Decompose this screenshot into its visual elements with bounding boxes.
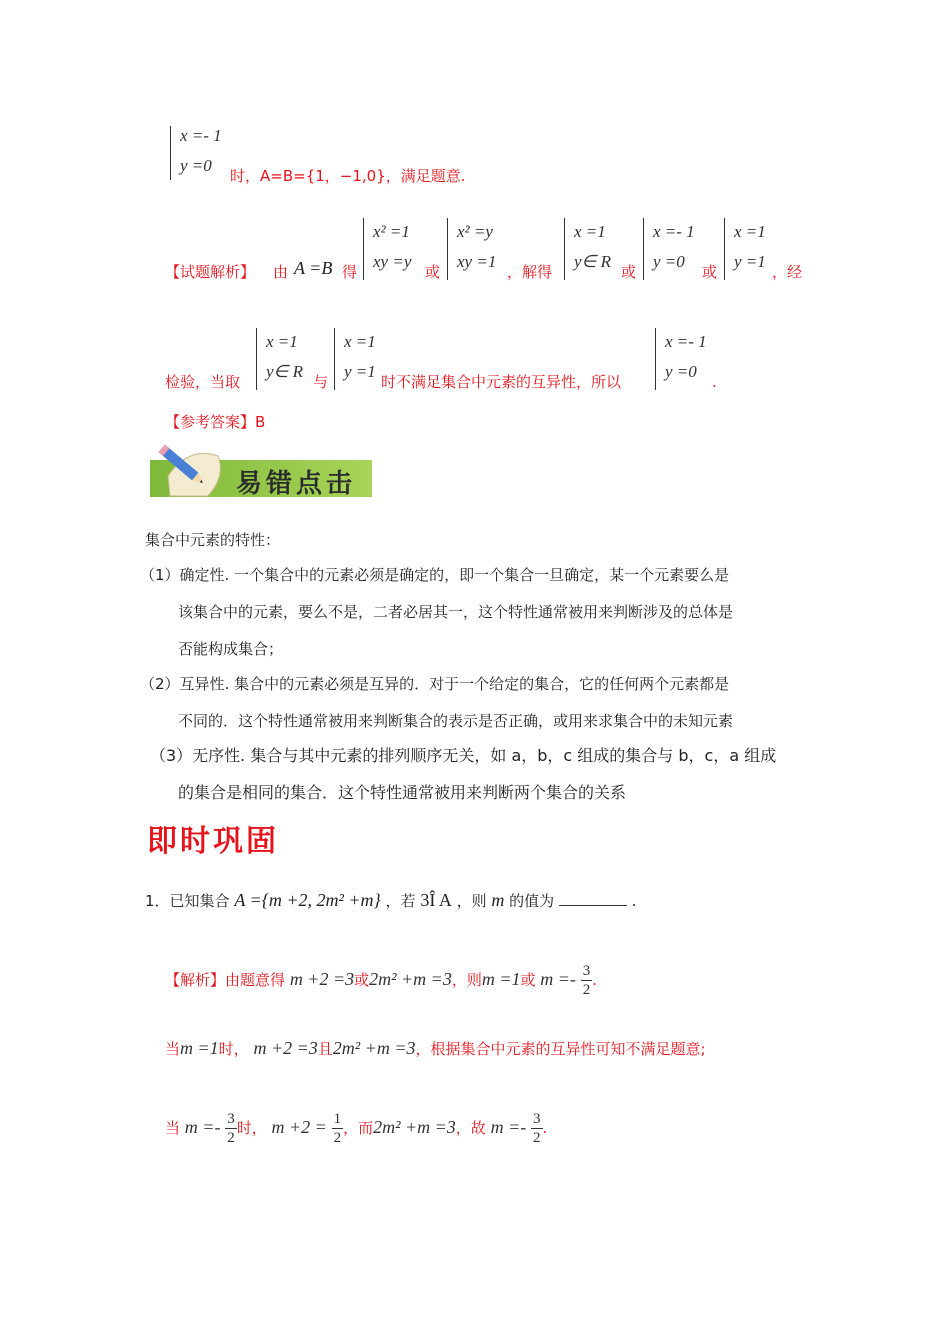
- l2-tail: ，根据集合中元素的互异性可知不满足题意;: [415, 1040, 706, 1058]
- system-h: [655, 328, 719, 390]
- fraction-3-2: [225, 1110, 237, 1147]
- props-intro: 集合中元素的特性：: [145, 531, 281, 549]
- analysis-label: 【试题解析】: [165, 263, 256, 281]
- system-row: y =0: [180, 156, 212, 175]
- system-row: x² =y: [457, 222, 493, 241]
- jing-text: ，经: [772, 263, 803, 281]
- l2-e3: 2m² +m =3: [332, 1038, 416, 1058]
- l3-e1: m =-: [184, 1117, 221, 1137]
- check-text: 检验，当取: [165, 373, 241, 391]
- q1-set: A ={m +2, 2m² +m}: [234, 890, 381, 910]
- system-row: y =1: [734, 252, 766, 271]
- frac-den: 2: [533, 1130, 541, 1146]
- yu-text: 与: [313, 373, 329, 391]
- system-row: y =0: [665, 362, 697, 381]
- prop3-line2: 的集合是相同的集合．这个特性通常被用来判断两个集合的关系: [178, 783, 627, 802]
- sol-or2: 或: [520, 971, 536, 989]
- l3-e3: 2m² +m =3: [373, 1117, 456, 1137]
- solve-text: ，解得: [507, 263, 553, 281]
- l3-er: ，而: [343, 1119, 374, 1137]
- q1-ask: 的值为: [509, 892, 555, 910]
- l3-e4: m =-: [490, 1117, 527, 1137]
- system-row: xy =y: [373, 252, 412, 271]
- system-c: [564, 218, 624, 280]
- mid-text: 时不满足集合中元素的互异性，所以: [381, 373, 622, 391]
- system-row: x² =1: [373, 222, 410, 241]
- system-row: y∈ R: [266, 362, 303, 381]
- l3-dot: .: [542, 1119, 548, 1137]
- prop2-line1: （2）互异性. 集合中的元素必须是互异的．对于一个给定的集合，它的任何两个元素都是: [140, 675, 730, 693]
- sol-t1: 由题意得: [225, 971, 286, 989]
- cond-a-eq-b: A =B: [294, 258, 333, 278]
- section-title-consolidate: 即时巩固: [147, 824, 279, 859]
- system-row: y∈ R: [574, 252, 611, 271]
- system-row: x =1: [344, 332, 376, 351]
- frac-den: 2: [582, 982, 591, 998]
- or-text: 或: [621, 263, 637, 281]
- system-row: x =- 1: [665, 332, 707, 351]
- fraction-3-2: [581, 962, 593, 999]
- system-row: x =1: [266, 332, 298, 351]
- l3-shi: 时，: [236, 1119, 267, 1137]
- system-row: xy =1: [457, 252, 497, 271]
- sol-e4: m =-: [540, 969, 576, 989]
- sol-label: 【解析】: [165, 971, 226, 989]
- solution-line-3: [165, 1110, 547, 1147]
- answer-blank[interactable]: [559, 891, 627, 906]
- l2-e1: m =1: [180, 1038, 219, 1058]
- q1-if: ，若: [385, 892, 416, 910]
- prop2-line2: 不同的．这个特性通常被用来判断集合的表示是否正确，或用来求集合中的未知元素: [178, 712, 734, 730]
- sol-e2: 2m² +m =3: [369, 969, 452, 989]
- l3-e2: m +2 =: [271, 1117, 327, 1137]
- solution-line-1: [165, 962, 597, 999]
- fraction-3-2: [531, 1110, 543, 1147]
- prop1-line1: （1）确定性. 一个集合中的元素必须是确定的，即一个集合一旦确定，某一个元素要么是: [140, 566, 730, 584]
- q1-then: ，则: [456, 892, 487, 910]
- system-row: y =0: [653, 252, 685, 271]
- pencil-icon: [148, 436, 238, 502]
- l3-dang: 当: [165, 1119, 181, 1137]
- frac-num: 3: [533, 1111, 541, 1127]
- sol-dot: .: [592, 971, 597, 989]
- system-row: x =- 1: [180, 126, 222, 145]
- system-a: [363, 218, 423, 280]
- system-d: [643, 218, 707, 280]
- system-row: y =1: [344, 362, 376, 381]
- system-b: [447, 218, 507, 280]
- sol-e3: m =1: [481, 969, 521, 989]
- de-text: 得: [342, 263, 358, 281]
- frac-num: 1: [333, 1111, 342, 1127]
- sol-then: ，则: [451, 971, 482, 989]
- l2-qie: 且: [317, 1040, 333, 1058]
- frac-num: 3: [227, 1111, 235, 1127]
- prop1-line2: 该集合中的元素，要么不是，二者必居其一，这个特性通常被用来判断涉及的总体是: [178, 603, 734, 621]
- fraction-1-2: [332, 1110, 344, 1147]
- system-row: x =1: [574, 222, 606, 241]
- sol-e1: m +2 =3: [289, 969, 355, 989]
- q1-m: m: [491, 890, 505, 910]
- solution-line-2: [165, 1038, 706, 1059]
- system-f: [256, 328, 316, 390]
- system-row: x =1: [734, 222, 766, 241]
- prop3-line1: （3）无序性. 集合与其中元素的排列顺序无关，如 a，b，c 组成的集合与 b，c，a 组成: [150, 746, 777, 765]
- reference-answer: 【参考答案】B: [165, 413, 266, 431]
- or-text: 或: [702, 263, 718, 281]
- q1-end: .: [631, 892, 637, 910]
- question-1: [145, 890, 637, 911]
- l2-shi: 时，: [218, 1040, 249, 1058]
- frac-den: 2: [333, 1130, 342, 1146]
- q1-num: 1．已知集合: [145, 892, 230, 910]
- or-text: 或: [425, 263, 441, 281]
- frac-num: 3: [582, 963, 591, 979]
- frac-den: 2: [227, 1130, 235, 1146]
- banner-title: 易错点击: [236, 469, 357, 499]
- q1-cond: 3Î A: [420, 890, 452, 910]
- prop1-line3: 否能构成集合；: [178, 640, 284, 658]
- sol-or: 或: [354, 971, 370, 989]
- l2-e2: m +2 =3: [253, 1038, 318, 1058]
- by-text: 由: [273, 263, 289, 281]
- l3-gu: ，故: [455, 1119, 486, 1137]
- l2-dang: 当: [165, 1040, 181, 1058]
- end-dot: .: [712, 373, 717, 391]
- system-row: x =- 1: [653, 222, 695, 241]
- s1-tail: 时，A=B={1，−1,0}，满足题意.: [230, 167, 466, 185]
